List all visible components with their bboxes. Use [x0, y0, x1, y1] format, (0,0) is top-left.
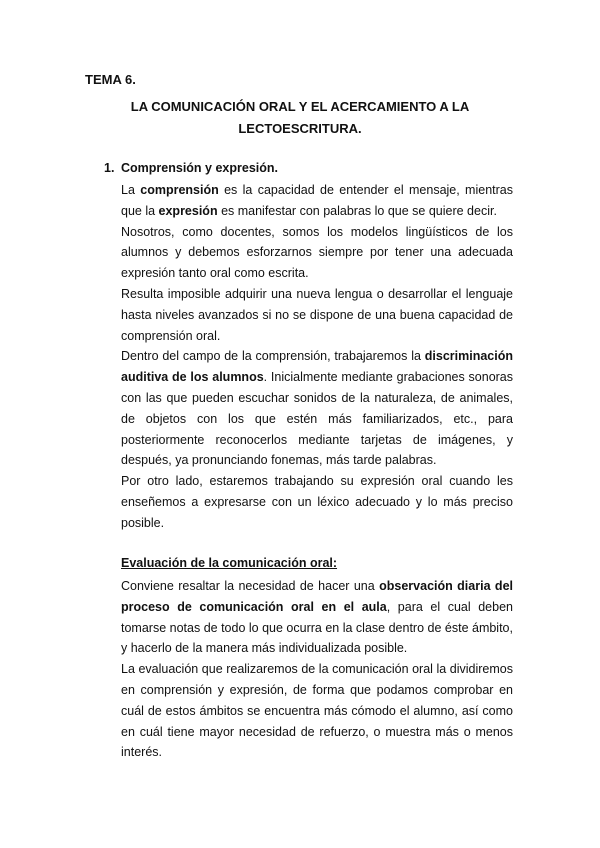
- paragraph-evaluation: La evaluación que realizaremos de la comunicación oral la dividiremos en comprensión y expresión, de forma que podamos comprobar en cuál de estos ámbitos se encuentra más cómodo el alumno, así como en cuál tiene mayor necesidad de refuerzo, o muestra más o menos interés.: [121, 662, 513, 760]
- section-title: Comprensión y expresión.: [121, 161, 278, 175]
- bold-term: discriminación auditiva de los alumnos: [121, 349, 513, 385]
- evaluation-heading: Evaluación de la comunicación oral:: [121, 556, 338, 570]
- text-run: es manifestar con palabras lo que se quiere decir.: [217, 203, 497, 218]
- title-line-1: LA COMUNICACIÓN ORAL Y EL ACERCAMIENTO A LA: [130, 99, 470, 114]
- tema-label: TEMA 6.: [85, 72, 136, 87]
- bold-term: expresión: [158, 203, 218, 218]
- page-title: [100, 96, 500, 140]
- paragraph-discrimination: [121, 346, 513, 471]
- text-run: Conviene resaltar la necesidad de hacer una: [121, 579, 380, 593]
- text-run: es la capacidad de entender el mensaje, mientras que la: [121, 183, 513, 218]
- paragraph-definitions: [121, 180, 513, 222]
- title-line-2: LECTOESCRITURA.: [238, 121, 362, 136]
- bold-term: comprensión: [140, 183, 219, 197]
- evaluation-body: [121, 576, 513, 763]
- paragraph-observation: [121, 576, 513, 659]
- section-body: [121, 180, 513, 534]
- text-run: Dentro del campo de la comprensión, trabajaremos la: [121, 349, 425, 364]
- text-run: , para el cual deben tomarse notas de todo lo que ocurra en la clase dentro de éste ámbito, y hacerlo de la manera más individualizada posible.: [121, 599, 513, 656]
- paragraph-teachers: Nosotros, como docentes, somos los modelos lingüísticos de los alumnos y debemos esforzarnos siempre por tener una adecuada expresión tanto oral como escrita.: [121, 224, 513, 281]
- text-run: . Inicialmente mediante grabaciones sonoras con las que pueden escuchar sonidos de la naturaleza, de animales, de objetos con los que estén más familiarizados, etc., para posteriormente reconocerlos mediante tarjetas de imágenes, y después, ya pronunciando fonemas, más tarde palabras.: [121, 370, 514, 468]
- text-run: La: [121, 183, 141, 197]
- section-number: 1.: [104, 161, 115, 175]
- bold-term: observación diaria del proceso de comunicación oral en el aula: [121, 579, 513, 614]
- section-heading: [104, 161, 278, 175]
- paragraph-comprehension: Resulta imposible adquirir una nueva lengua o desarrollar el lenguaje hasta niveles avanzados si no se dispone de una buena capacidad de comprensión oral.: [121, 286, 513, 343]
- paragraph-expression: Por otro lado, estaremos trabajando su expresión oral cuando les enseñemos a expresarse con un léxico adecuado y lo más preciso posible.: [121, 474, 513, 530]
